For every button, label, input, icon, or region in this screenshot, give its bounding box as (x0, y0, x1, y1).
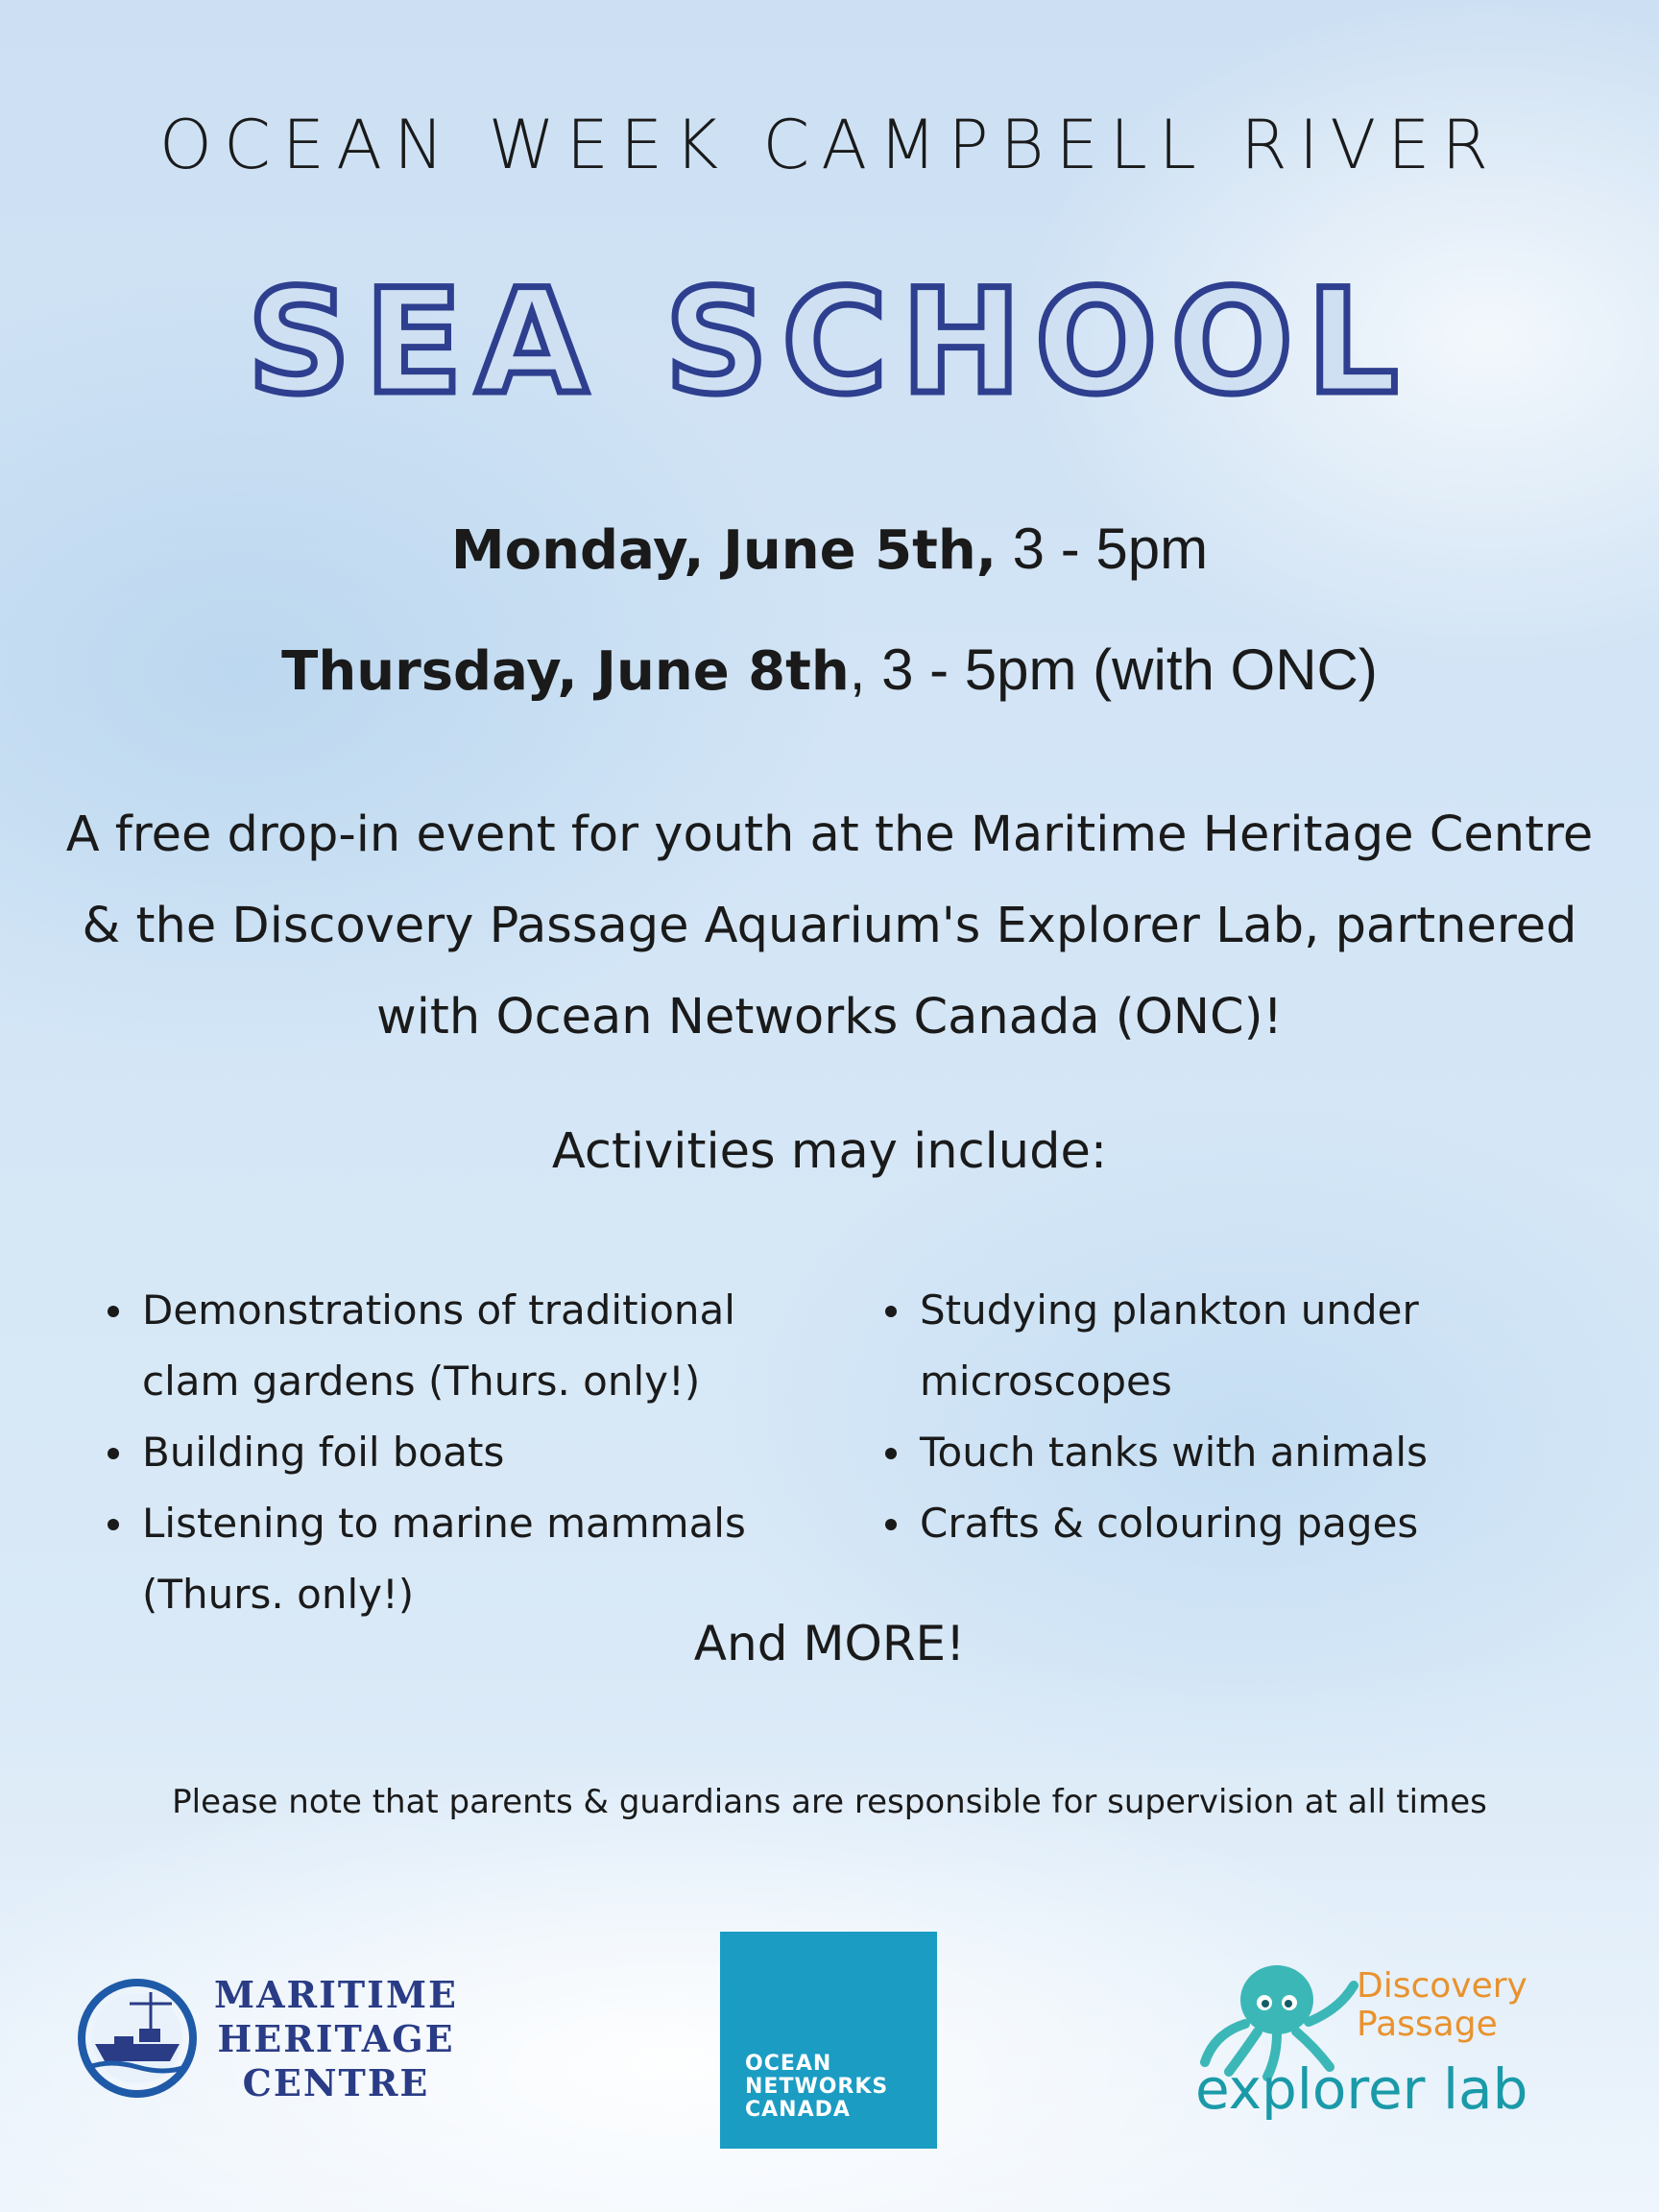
list-item (885, 1488, 1557, 1559)
bullet-icon (108, 1519, 119, 1530)
bullet-icon (885, 1519, 897, 1530)
activities-list-right (885, 1275, 1557, 1559)
date-monday-day: Monday, June 5th, (450, 519, 997, 582)
maritime-heritage-centre-name (214, 1973, 458, 2105)
logo-line: HERITAGE (217, 2017, 455, 2060)
bullet-icon (108, 1448, 119, 1459)
logo-line: CANADA (745, 2098, 851, 2122)
ship-icon (72, 1973, 206, 2098)
logo-line: NETWORKS (745, 2075, 889, 2099)
bullet-icon (108, 1306, 119, 1317)
bullet-icon (885, 1448, 897, 1459)
logo-line: CENTRE (242, 2061, 430, 2104)
discovery-passage-explorer-lab-logo (1186, 1957, 1589, 2144)
list-item (108, 1488, 799, 1630)
supervision-note: Please note that parents & guardians are responsible for supervision at all times (172, 1783, 1487, 1821)
and-more-text: And MORE! (693, 1616, 966, 1671)
event-description: A free drop-in event for youth at the Maritime Heritage Centre & the Discovery Passage Aquarium's Explorer Lab, partnered with Ocean Networks Canada (ONC)! (65, 806, 1594, 1046)
date-monday (0, 516, 1659, 582)
date-monday-time: 3 - 5pm (997, 517, 1209, 581)
activity-text: Building foil boats (142, 1429, 505, 1476)
list-item (108, 1417, 799, 1488)
date-thursday (0, 637, 1659, 703)
event-series-heading: OCEAN WEEK CAMPBELL RIVER (158, 106, 1501, 184)
activity-text: Studying plankton under microscopes (920, 1286, 1419, 1405)
discovery-text: Discovery (1357, 1966, 1527, 2006)
event-title: SEA SCHOOL (247, 259, 1412, 426)
activity-text: Listening to marine mammals (Thurs. only!) (142, 1500, 746, 1618)
activity-text: Crafts & colouring pages (920, 1500, 1419, 1547)
list-item (885, 1275, 1557, 1417)
passage-text: Passage (1357, 2005, 1498, 2044)
date-thursday-day: Thursday, June 8th (281, 640, 850, 703)
activities-list-left (108, 1275, 799, 1630)
explorer-lab-text: explorer lab (1195, 2056, 1528, 2122)
logo-line: OCEAN (745, 2052, 832, 2076)
activity-text: Demonstrations of traditional clam gardens (Thurs. only!) (142, 1286, 735, 1405)
ocean-networks-canada-logo (720, 1932, 937, 2149)
list-item (108, 1275, 799, 1417)
logo-line: MARITIME (214, 1973, 458, 2016)
activities-heading: Activities may include: (551, 1123, 1108, 1180)
bullet-icon (885, 1306, 897, 1317)
date-thursday-time: , 3 - 5pm (with ONC) (849, 637, 1378, 702)
activity-text: Touch tanks with animals (920, 1429, 1428, 1476)
ocean-networks-canada-name (745, 2053, 888, 2122)
maritime-heritage-centre-logo (72, 1973, 485, 2104)
list-item (885, 1417, 1557, 1488)
